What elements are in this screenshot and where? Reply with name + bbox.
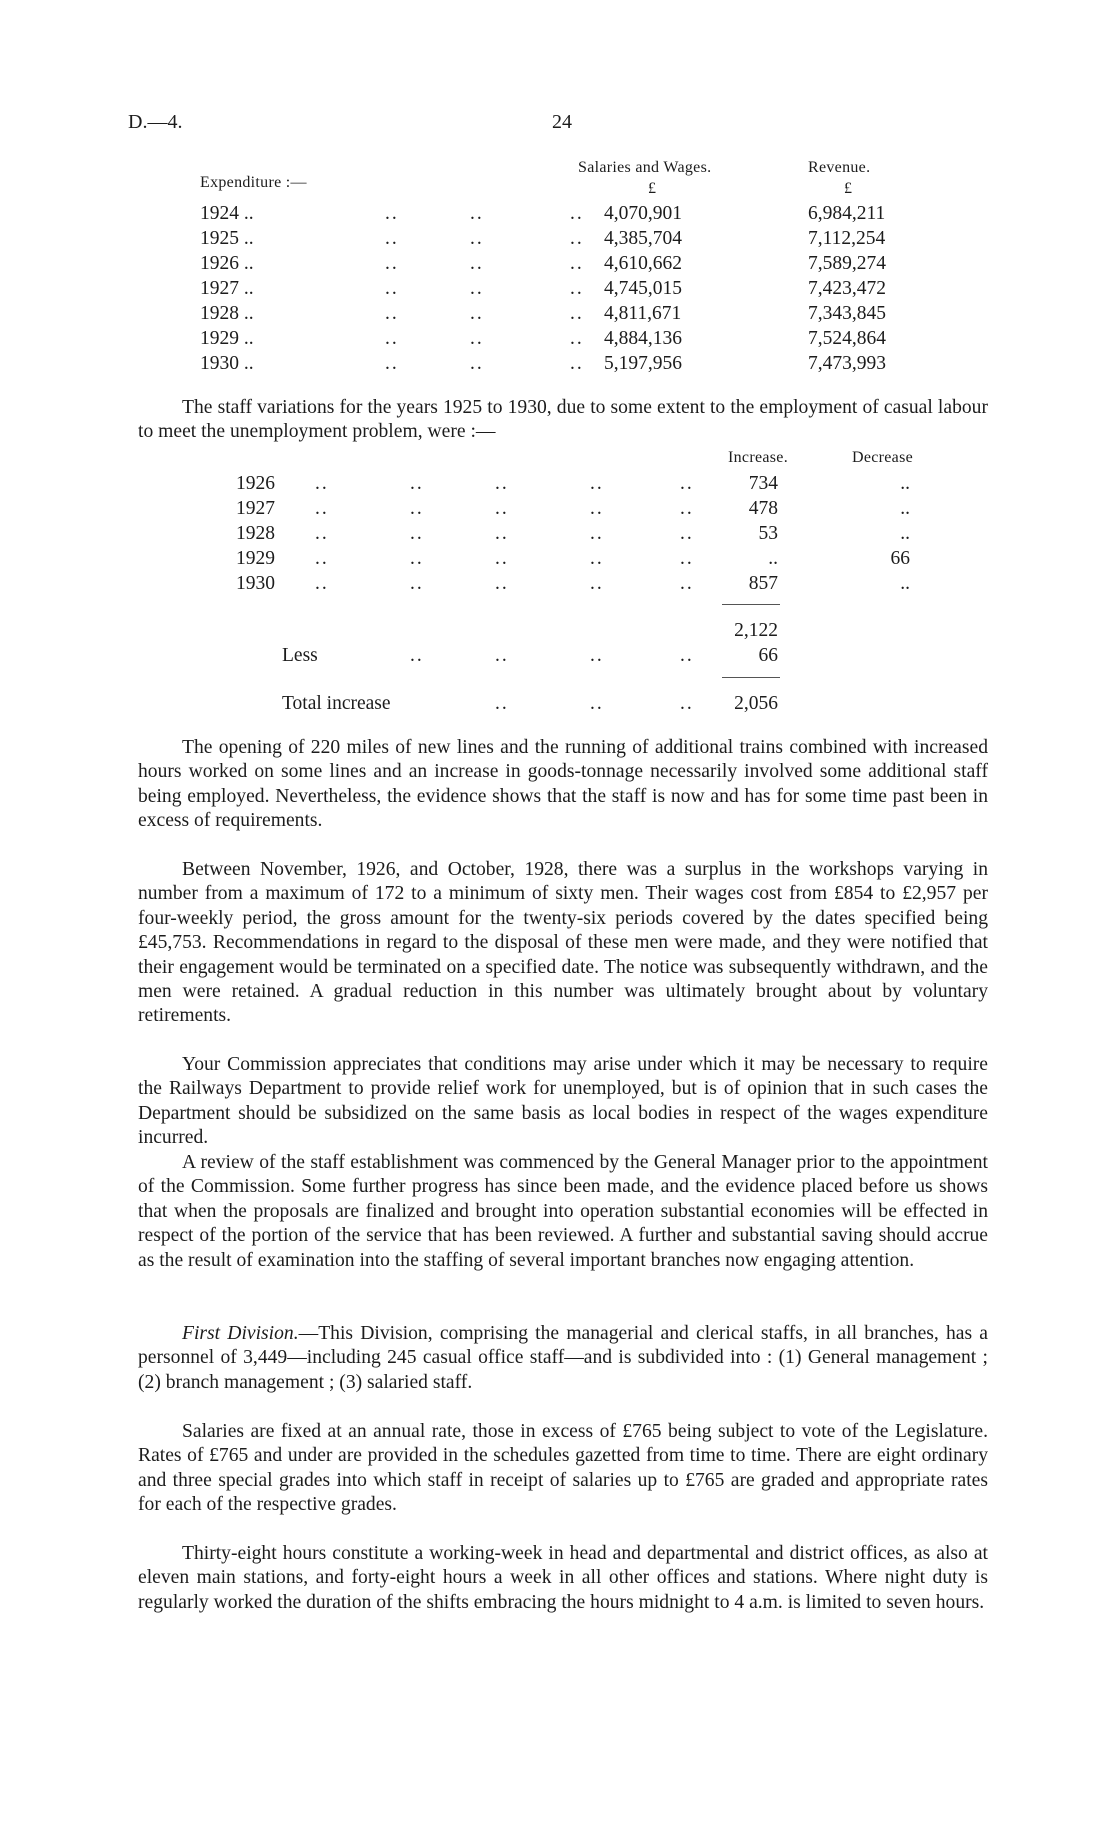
leader-dots: .. [590,693,604,714]
leader-dots: .. [410,473,424,494]
leader-dots: .. [590,523,604,544]
leader-dots: .. [495,693,509,714]
year-cell: 1928 [236,523,275,544]
decrease-cell: .. [900,573,910,594]
leader-dots: .. [315,473,329,494]
leader-dots: .. [410,498,424,519]
first-division-text: —This Division, comprising the managerial and clerical staffs, in all branches, has a personnel of 3,449—including 245 casual office staff—and is subdivided into : (1) General management ; (2) branch management ; (3) salaried staff. [138,1323,988,1393]
leader-dots: .. [385,328,399,349]
leader-dots: .. [385,303,399,324]
decrease-cell: 66 [890,548,910,569]
staff-variations-intro: The staff variations for the years 1925 to 1930, due to some extent to the employment of casual labour to meet the unemployment problem, were :— [138,397,988,443]
leader-dots: .. [495,473,509,494]
less-value: 66 [758,645,778,666]
page-number: 24 [552,111,572,133]
salaries-cell: 4,884,136 [604,328,682,349]
increase-cell: 734 [748,473,778,494]
revenue-cell: 6,984,211 [808,203,886,224]
increase-cell: 53 [758,523,778,544]
leader-dots: .. [410,645,424,666]
leader-dots: .. [470,328,484,349]
leader-dots: .. [680,645,694,666]
increase-cell: 857 [748,573,778,594]
revenue-cell: 7,423,472 [808,278,886,299]
leader-dots: .. [495,523,509,544]
decrease-cell: .. [900,523,910,544]
salaries-cell: 4,385,704 [604,228,682,249]
salaries-cell: 4,610,662 [604,253,682,274]
year-cell: 1930 .. [200,353,254,374]
leader-dots: .. [570,328,584,349]
leader-dots: .. [315,573,329,594]
year-cell: 1928 .. [200,303,254,324]
revenue-cell: 7,473,993 [808,353,886,374]
increase-column-header: Increase. [728,449,788,466]
table-row [0,353,1114,378]
decrease-column-header: Decrease [852,449,914,466]
less-label: Less [282,645,318,666]
leader-dots: .. [495,645,509,666]
table-row [0,573,1114,598]
revenue-cell: 7,343,845 [808,303,886,324]
year-cell: 1930 [236,573,275,594]
revenue-cell: 7,589,274 [808,253,886,274]
year-cell: 1927 .. [200,278,254,299]
leader-dots: .. [680,573,694,594]
total-label: Total increase [282,693,391,714]
leader-dots: .. [385,203,399,224]
table-row [0,523,1114,548]
leader-dots: .. [570,278,584,299]
total-value: 2,056 [734,693,778,714]
year-cell: 1929 [236,548,275,569]
document-reference: D.—4. [128,111,183,133]
leader-dots: .. [590,498,604,519]
table-row [0,548,1114,573]
revenue-column-header: Revenue. [808,159,871,176]
table-row [0,228,1114,253]
leader-dots: .. [570,203,584,224]
year-cell: 1926 .. [200,253,254,274]
increase-cell: 478 [748,498,778,519]
leader-dots: .. [410,548,424,569]
subtotal-cell: 2,122 [734,620,778,641]
total-row [0,693,1114,718]
leader-dots: .. [680,498,694,519]
paragraph-staff-review: A review of the staff establishment was commenced by the General Manager prior to the appointment of the Commission. Some further progress has since been made, and the evidence placed before us shows that when the proposals are finalized and brought into operation substantial economies will be effected in respect of the portion of the service that has been reviewed. A further and substantial saving should accrue as the result of examination into the staffing of several important branches now engaging attention. [138,1152,988,1271]
leader-dots: .. [495,548,509,569]
leader-dots: .. [470,203,484,224]
leader-dots: .. [470,353,484,374]
increase-cell: .. [768,548,778,569]
table-row [0,203,1114,228]
paragraph-salaries: Salaries are fixed at an annual rate, those in excess of £765 being subject to vote of the Legislature. Rates of £765 and under are provided in the schedules gazetted from time to time. There are eight ordinary and three special grades into which staff in receipt of salaries up to £765 are graded and appropriate rates for each of the respective grades. [138,1421,988,1516]
leader-dots: .. [470,278,484,299]
expenditure-label: Expenditure :— [200,174,307,191]
paragraph-working-week: Thirty-eight hours constitute a working-week in head and departmental and district offices, as also at eleven main stations, and forty-eight hours a week in all other offices and stations. Where night duty is regularly worked the duration of the shifts embracing the hours midnight to 4 a.m. is limited to seven hours. [138,1543,988,1613]
revenue-currency: £ [844,180,853,197]
leader-dots: .. [470,303,484,324]
table-row [0,253,1114,278]
leader-dots: .. [570,253,584,274]
table-row [0,498,1114,523]
leader-dots: .. [315,548,329,569]
year-cell: 1924 .. [200,203,254,224]
leader-dots: .. [570,303,584,324]
total-rule [722,677,780,678]
salaries-cell: 4,070,901 [604,203,682,224]
revenue-cell: 7,524,864 [808,328,886,349]
leader-dots: .. [385,253,399,274]
decrease-cell: .. [900,473,910,494]
paragraph-workshop-surplus: Between November, 1926, and October, 1928, there was a surplus in the workshops varying in number from a maximum of 172 to a minimum of sixty men. Their wages cost from £854 to £2,957 per four-weekly period, the gross amount for the twenty-six periods covered by the dates specified being £45,753. Recommendations in regard to the disposal of these men were made, and they were notified that their engagement would be terminated on a specified date. The notice was subsequently withdrawn, and the men were retained. A gradual reduction in this number was ultimately brought about by voluntary retirements. [138,859,988,1027]
leader-dots: .. [590,548,604,569]
leader-dots: .. [385,278,399,299]
leader-dots: .. [495,498,509,519]
subtotal-rule [722,604,780,605]
leader-dots: .. [680,548,694,569]
leader-dots: .. [570,353,584,374]
leader-dots: .. [680,473,694,494]
decrease-cell: .. [900,498,910,519]
first-division-heading: First Division. [182,1323,299,1344]
leader-dots: .. [590,573,604,594]
table-row [0,303,1114,328]
table-row [0,473,1114,498]
table-row [0,328,1114,353]
leader-dots: .. [315,498,329,519]
leader-dots: .. [680,523,694,544]
leader-dots: .. [385,353,399,374]
leader-dots: .. [590,473,604,494]
year-cell: 1925 .. [200,228,254,249]
leader-dots: .. [315,523,329,544]
paragraph-relief-work: Your Commission appreciates that conditions may arise under which it may be necessary to require the Railways Department to provide relief work for unemployed, but is of opinion that in such cases the Department should be subsidized on the same basis as local bodies in respect of the wages expenditure incurred. [138,1054,988,1149]
salaries-currency: £ [648,180,657,197]
salaries-cell: 4,745,015 [604,278,682,299]
leader-dots: .. [470,253,484,274]
year-cell: 1929 .. [200,328,254,349]
table-row [0,278,1114,303]
salaries-cell: 5,197,956 [604,353,682,374]
paragraph-first-division [138,1322,988,1395]
year-cell: 1927 [236,498,275,519]
leader-dots: .. [495,573,509,594]
paragraph-new-lines: The opening of 220 miles of new lines and the running of additional trains combined with increased hours worked on some lines and an increase in goods-tonnage necessarily involved some additional staff being employed. Nevertheless, the evidence shows that the staff is now and has for some time past been in excess of requirements. [138,737,988,832]
salaries-cell: 4,811,671 [604,303,682,324]
year-cell: 1926 [236,473,275,494]
leader-dots: .. [570,228,584,249]
leader-dots: .. [590,645,604,666]
salaries-column-header: Salaries and Wages. [578,159,712,176]
leader-dots: .. [410,523,424,544]
leader-dots: .. [470,228,484,249]
leader-dots: .. [680,693,694,714]
revenue-cell: 7,112,254 [808,228,886,249]
leader-dots: .. [410,573,424,594]
subtotal-row [0,620,1114,645]
less-row [0,645,1114,670]
leader-dots: .. [385,228,399,249]
